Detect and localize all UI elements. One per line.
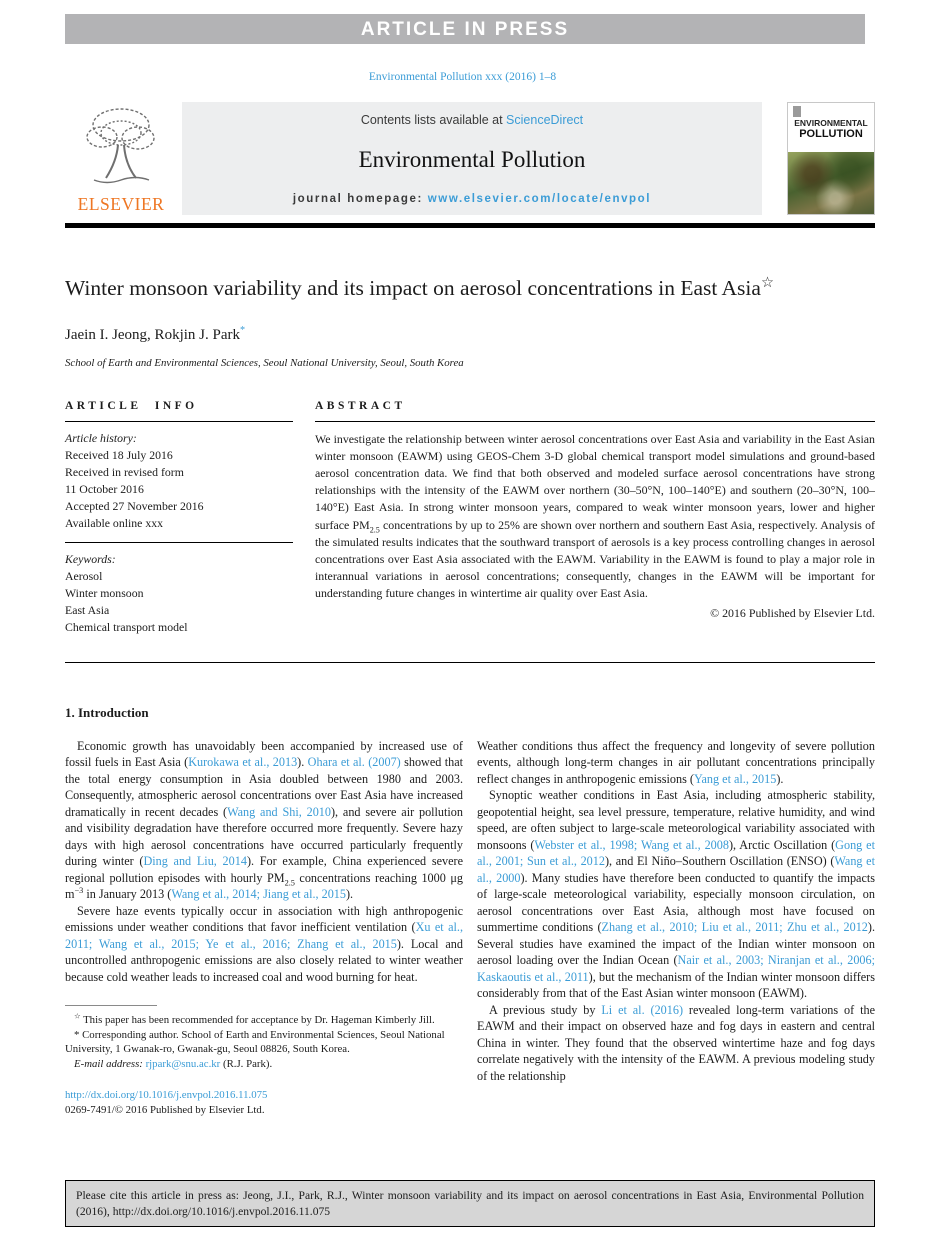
inline-link[interactable]: Wang et al., 2014; Jiang et al., 2015 bbox=[171, 887, 346, 902]
history-line: Available online xxx bbox=[65, 515, 164, 530]
section-heading-introduction: 1. Introduction bbox=[65, 704, 149, 720]
inline-link[interactable]: Nair et al., 2003; Niranjan et al., 2006; Kaskaoutis et al., 2011 bbox=[477, 953, 875, 984]
inline-link[interactable]: Wang and Shi, 2010 bbox=[227, 804, 331, 819]
body-paragraph: Economic growth has unavoidably been accompanied by increased use of fossil fuels in East Asia (Kurokawa et al., 2013). Ohara et al. (2007) showed that the total energy consumption in Asia doubled between 1980 and 2003. Consequently, atmospheric aerosol concentrations over East Asia have increased dramatically in recent decades (Wang and Shi, 2010), and severe air pollution and visibility degradation have therefore occurred more frequently. Severe hazy days with high aerosol concentrations have occurred particularly frequently during winter (Ding and Liu, 2014). For example, China experienced severe regional pollution episodes with hourly $PM_{2.5}$ concentrations reaching 1000 μg $m^{-3}$ in January 2013 (Wang et al., 2014; Jiang et al., 2015). bbox=[65, 738, 464, 902]
inline-link[interactable]: ScienceDirect bbox=[506, 113, 584, 127]
inline-link[interactable]: rjpark@snu.ac.kr bbox=[145, 1057, 221, 1070]
elsevier-wordmark: ELSEVIER bbox=[77, 194, 165, 214]
inline-link[interactable]: Kurokawa et al., 2013 bbox=[188, 755, 298, 770]
history-line: Received in revised form bbox=[65, 464, 184, 479]
elsevier-logo bbox=[65, 102, 177, 215]
inline-link[interactable]: Zhang et al., 2010; Liu et al., 2011; Zhu et al., 2012 bbox=[601, 920, 868, 935]
doi-link[interactable]: http://dx.doi.org/10.1016/j.envpol.2016.11.075 bbox=[65, 1089, 268, 1102]
issn-copyright-line: 0269-7491/© 2016 Published by Elsevier Ltd. bbox=[65, 1104, 265, 1117]
journal-title: Environmental Pollution bbox=[358, 147, 586, 172]
body-columns bbox=[65, 738, 875, 1119]
history-line: Accepted 27 November 2016 bbox=[65, 498, 204, 513]
inline-link[interactable]: Wang et al., 2000 bbox=[477, 854, 875, 885]
inline-link[interactable]: Xu et al., 2011; Wang et al., 2015; Ye et al., 2016; Zhang et al., 2015 bbox=[65, 920, 463, 951]
superscript-text: ☆ bbox=[760, 274, 775, 291]
inline-link[interactable]: Ding and Liu, 2014 bbox=[143, 854, 247, 869]
info-abstract-block bbox=[65, 400, 875, 663]
footnote-email: E-mail address: rjpark@snu.ac.kr (R.J. Park). bbox=[74, 1057, 273, 1070]
body-paragraph: A previous study by Li et al. (2016) revealed long-term variations of the EAWM and their impact on observed haze and fog days in eastern and central China in winter. They found that the observed wintertime haze and fog days correlate negatively with the intensity of the EAWM. A previous modeling study of the relationship bbox=[477, 1002, 875, 1083]
abstract-text: We investigate the relationship between winter aerosol concentrations over East Asia and variability in the East Asian winter monsoon (EAWM) using GEOS-Chem 3-D global chemical transport model simulations and ground-based aerosol concentration data. We find that both observed and modeled surface aerosol concentrations have strong relationships with the intensity of the EAWM over northern (30–50°N, 100–140°E) and southern (20–30°N, 100–140°E) East Asia. In strong winter monsoon years, compared to weak winter monsoon years, lower and higher surface $PM_{2.5}$ concentrations by up to 25% are shown over northern and southern East Asia, respectively. Analysis of the simulated results indicates that the southward transport of aerosols is a key process controlling changes in aerosol concentrations over East Asia associated with the EAWM. Variability in the EAWM is found to play a major role in interannual variations in aerosol concentrations; consequently, changes in the EAWM will be important for understanding future changes in wintertime air quality over East Asia. bbox=[315, 431, 876, 601]
footnote-corresponding-author: * Corresponding author. School of Earth and Environmental Sciences, Seoul National University, 1 Gwanak-ro, Gwanak-gu, Seoul 08826, South Korea. bbox=[65, 1028, 445, 1056]
journal-cover-thumbnail bbox=[787, 102, 875, 215]
corresponding-author-mark[interactable]: * bbox=[239, 324, 246, 336]
journal-citation-line: Environmental Pollution xxx (2016) 1–8 bbox=[368, 71, 557, 83]
subscript-text: 2.5 bbox=[369, 524, 380, 534]
italic-text: E-mail address: bbox=[74, 1057, 146, 1070]
inline-link[interactable]: Yang et al., 2015 bbox=[693, 771, 777, 786]
body-right-column bbox=[477, 738, 875, 1119]
keyword: Aerosol bbox=[65, 568, 103, 583]
article-history-label: Article history: bbox=[65, 430, 137, 445]
inline-link[interactable]: Ohara et al. (2007) bbox=[307, 755, 401, 770]
cover-title-line1: ENVIRONMENTAL bbox=[794, 118, 868, 128]
article-info-column bbox=[65, 400, 315, 646]
journal-masthead bbox=[182, 102, 762, 215]
body-left-column bbox=[65, 738, 463, 1119]
keywords-group bbox=[65, 543, 293, 646]
abstract-column bbox=[315, 400, 875, 646]
cover-logo-icon bbox=[793, 106, 801, 117]
contents-lists-line: Contents lists available at ScienceDirect bbox=[360, 113, 584, 127]
superscript-text: −3 bbox=[74, 885, 84, 895]
footnote-recommendation: ☆ This paper has been recommended for acceptance by Dr. Hageman Kimberly Jill. bbox=[74, 1011, 435, 1027]
keyword: Chemical transport model bbox=[65, 619, 188, 634]
subscript-text: 2.5 bbox=[284, 877, 295, 887]
cover-title-line2: POLLUTION bbox=[799, 128, 863, 140]
abstract-heading: ABSTRACT bbox=[315, 400, 875, 422]
inline-link[interactable]: Li et al. (2016) bbox=[601, 1002, 684, 1017]
header-divider-rule bbox=[65, 223, 875, 228]
abstract-copyright: © 2016 Published by Elsevier Ltd. bbox=[710, 605, 875, 620]
footnotes bbox=[65, 1005, 463, 1071]
article-info-heading: ARTICLE INFO bbox=[65, 400, 293, 422]
elsevier-tree-icon bbox=[80, 103, 162, 192]
cover-image bbox=[788, 152, 874, 214]
inline-link[interactable]: www.elsevier.com/locate/envpol bbox=[427, 193, 652, 205]
inline-link[interactable]: Gong et al., 2001; Sun et al., 2012 bbox=[477, 837, 875, 869]
article-history-group bbox=[65, 422, 293, 543]
footnote-rule bbox=[65, 1005, 157, 1006]
article-authors: Jaein I. Jeong, Rokjin J. Park* bbox=[65, 324, 246, 343]
doi-line bbox=[65, 1088, 463, 1103]
keyword: East Asia bbox=[65, 602, 110, 617]
keywords-label: Keywords: bbox=[65, 551, 116, 566]
superscript-text: ☆ bbox=[74, 1011, 81, 1021]
body-paragraph: Weather conditions thus affect the frequency and longevity of severe pollution events, although long-term changes in air pollutant concentrations principally reflect changes in anthropogenic emissions (Yang et al., 2015). bbox=[477, 738, 875, 786]
journal-header bbox=[65, 102, 875, 215]
article-affiliation: School of Earth and Environmental Sciences, Seoul National University, Seoul, South Korea bbox=[65, 356, 464, 369]
inline-link[interactable]: Webster et al., 1998; Wang et al., 2008 bbox=[534, 837, 729, 852]
body-paragraph: Synoptic weather conditions in East Asia, including atmospheric stability, geopotential height, sea level pressure, temperature, relative humidity, and wind speed, are often subject to large-scale meteorological variability associated with monsoons (Webster et al., 1998; Wang et al., 2008), Arctic Oscillation (Gong et al., 2001; Sun et al., 2012), and El Niño–Southern Oscillation (ENSO) (Wang et al., 2000). Many studies have therefore been conducted to quantify the impacts of large-scale meteorological variability, especially monsoon circulation, on aerosol concentrations over East Asia, although most have focused on summertime conditions (Zhang et al., 2010; Liu et al., 2011; Zhu et al., 2012). Several studies have examined the impact of the Indian winter monsoon on aerosol loading over the Indian Ocean (Nair et al., 2003; Niranjan et al., 2006; Kaskaoutis et al., 2011), but the mechanism of the Indian winter monsoon differs considerably from that of the East Asian winter monsoon (EAWM). bbox=[477, 788, 876, 1001]
history-line: 11 October 2016 bbox=[65, 481, 144, 496]
journal-homepage-line: journal homepage: www.elsevier.com/locate/envpol bbox=[292, 193, 652, 205]
body-paragraph: Severe haze events typically occur in association with high anthropogenic emissions under weather conditions that favor inefficient ventilation (Xu et al., 2011; Wang et al., 2015; Ye et al., 2016; Zhang et al., 2015). Local and uncontrolled anthropogenic emissions are also closely related to winter weather because cold weather leads to increased coal and wood burning for heat. bbox=[65, 903, 463, 984]
doi-block bbox=[65, 1088, 463, 1118]
history-line: Received 18 July 2016 bbox=[65, 447, 173, 462]
article-in-press-banner: ARTICLE IN PRESS bbox=[65, 14, 865, 44]
keyword: Winter monsoon bbox=[65, 585, 144, 600]
please-cite-box: Please cite this article in press as: Jeong, J.I., Park, R.J., Winter monsoon variability and its impact on aerosol concentrations in East Asia, Environmental Pollution (2016), http://dx.doi.org/10.1016/j.envpol.2016.11.075 bbox=[65, 1180, 875, 1227]
article-title: Winter monsoon variability and its impact on aerosol concentrations in East Asia☆ bbox=[65, 274, 775, 300]
